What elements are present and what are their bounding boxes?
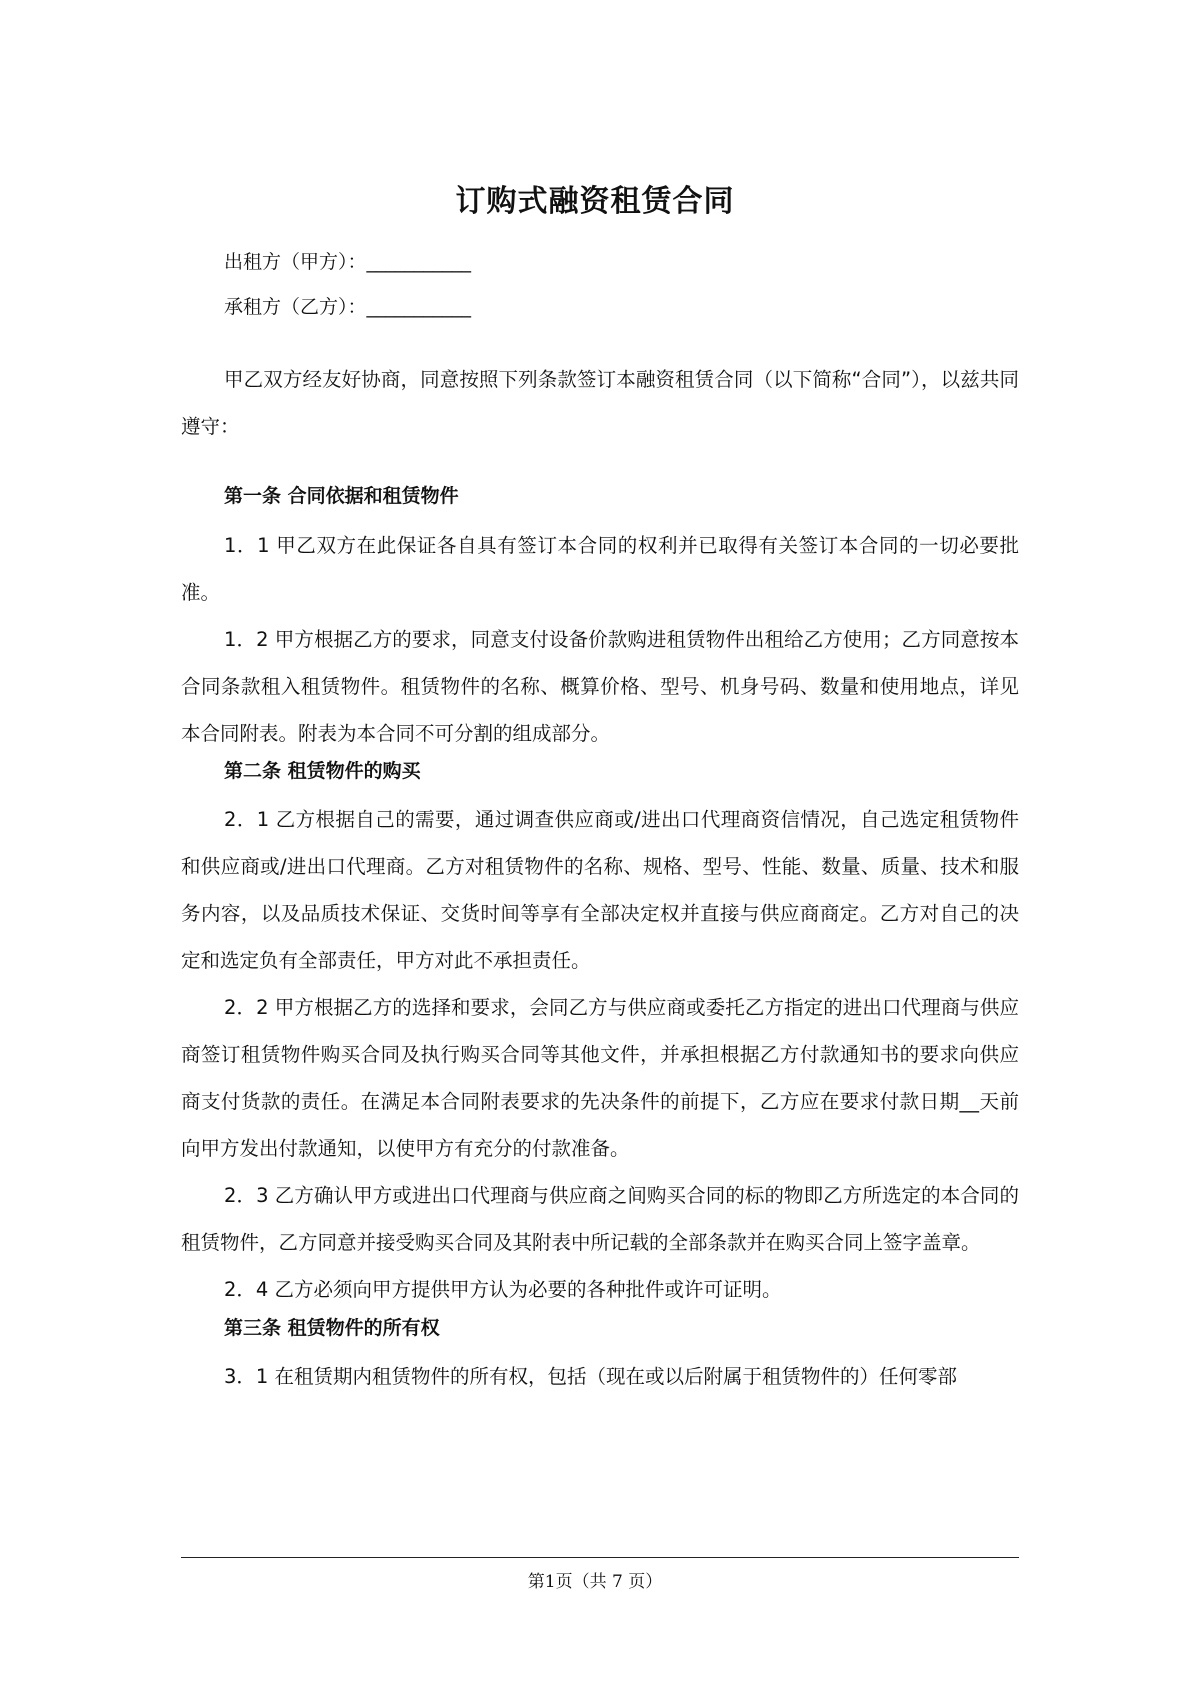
article-3-heading: 第三条 租赁物件的所有权 — [224, 1317, 440, 1339]
clause-2-2: 2．2 甲方根据乙方的选择和要求，会同乙方与供应商或委托乙方指定的进出口代理商与供应商签订租赁物件购买合同及执行购买合同等其他文件，并承担根据乙方付款通知书的要求向供应商支付货款的责任。在满足本合同附表要求的先决条件的前提下，乙方应在要求付款日期__天前向甲方发出付款通知，以使甲方有充分的付款准备。 — [181, 996, 1019, 1160]
clause-1-1: 1．1 甲乙双方在此保证各自具有签订本合同的权利并已取得有关签订本合同的一切必要批准。 — [181, 534, 1019, 604]
page-number: 第1页（共 7 页） — [527, 1572, 663, 1592]
clause-2-4: 2．4 乙方必须向甲方提供甲方认为必要的各种批件或许可证明。 — [224, 1278, 782, 1301]
article-2-heading: 第二条 租赁物件的购买 — [224, 760, 421, 782]
lessee-line: 承租方（乙方）：___________ — [224, 296, 472, 318]
lessor-line: 出租方（甲方）：___________ — [224, 251, 472, 273]
clause-1-2: 1．2 甲方根据乙方的要求，同意支付设备价款购进租赁物件出租给乙方使用；乙方同意按本合同条款租入租赁物件。租赁物件的名称、概算价格、型号、机身号码、数量和使用地点，详见本合同附表。附表为本合同不可分割的组成部分。 — [181, 628, 1019, 745]
clause-2-3: 2．3 乙方确认甲方或进出口代理商与供应商之间购买合同的标的物即乙方所选定的本合同的租赁物件，乙方同意并接受购买合同及其附表中所记载的全部条款并在购买合同上签字盖章。 — [181, 1184, 1019, 1254]
preamble-paragraph: 甲乙双方经友好协商，同意按照下列条款签订本融资租赁合同（以下简称“合同”），以兹共同遵守： — [181, 368, 1019, 438]
document-title: 订购式融资租赁合同 — [455, 184, 735, 219]
footer-divider — [181, 1557, 1019, 1558]
clause-2-1: 2．1 乙方根据自己的需要，通过调查供应商或/进出口代理商资信情况，自己选定租赁物件和供应商或/进出口代理商。乙方对租赁物件的名称、规格、型号、性能、数量、质量、技术和服务内容，以及品质技术保证、交货时间等享有全部决定权并直接与供应商商定。乙方对自己的决定和选定负有全部责任，甲方对此不承担责任。 — [181, 808, 1019, 972]
article-1-heading: 第一条 合同依据和租赁物件 — [224, 485, 459, 507]
clause-3-1: 3．1 在租赁期内租赁物件的所有权，包括（现在或以后附属于租赁物件的）任何零部 — [224, 1365, 958, 1388]
